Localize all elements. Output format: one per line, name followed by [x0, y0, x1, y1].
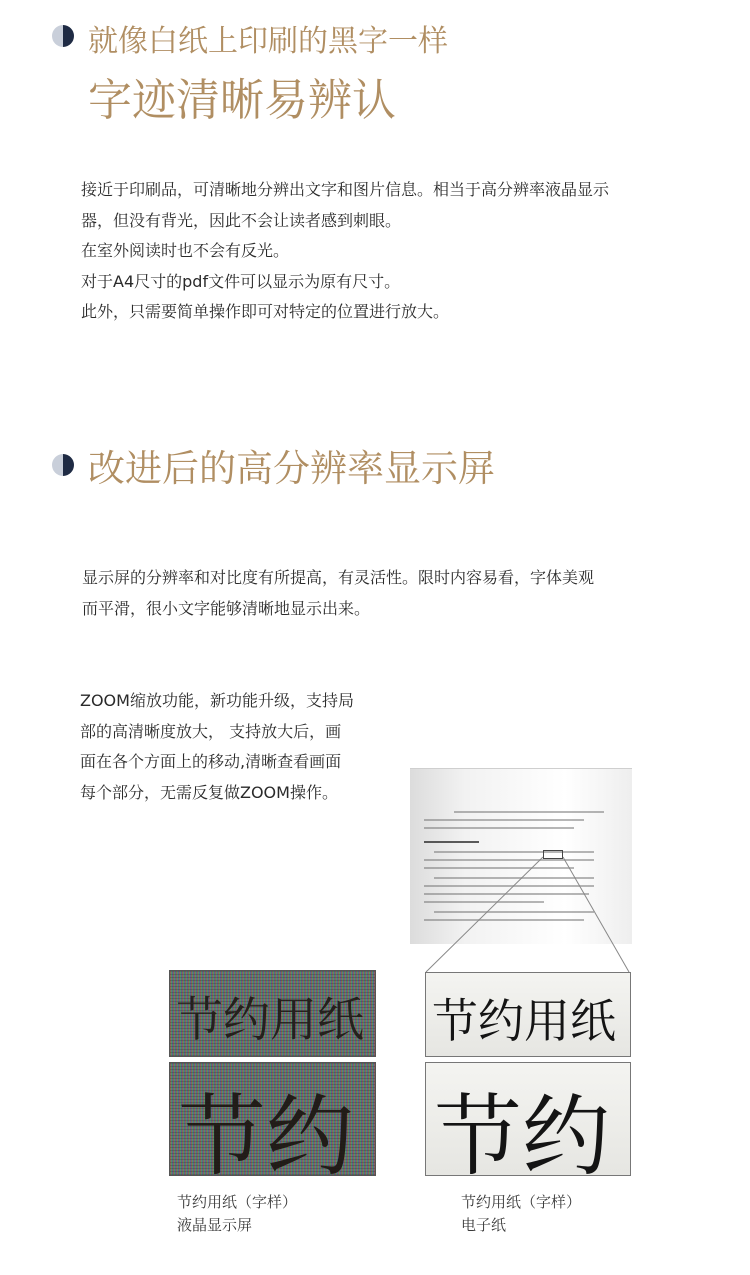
epaper-sample-small-text: 节约用纸 [432, 994, 616, 1048]
zoom-note-line: 面在各个方面上的移动,清晰查看画面 [80, 752, 342, 771]
lcd-sample-large-text: 节约 [178, 1085, 355, 1176]
section1-body-line: 器，但没有背光，因此不会让读者感到刺眼。 [81, 210, 402, 230]
epaper-sample-small [425, 972, 631, 1057]
epaper-sample-large [425, 1062, 631, 1176]
lcd-sample-large [169, 1062, 376, 1176]
zoom-note-line: ZOOM缩放功能，新功能升级，支持局 [80, 691, 354, 710]
section1-title: 字迹清晰易辨认 [88, 75, 396, 126]
epaper-caption-line1: 节约用纸（字样） [461, 1193, 582, 1211]
lcd-caption [177, 1191, 297, 1237]
lcd-sample-small [169, 970, 376, 1057]
epaper-sample-large-text: 节约 [434, 1085, 611, 1176]
epaper-caption-line2: 电子纸 [461, 1216, 507, 1234]
lcd-sample-small-text: 节约用纸 [176, 993, 364, 1048]
zoom-note-line: 每个部分，无需反复做ZOOM操作。 [80, 782, 338, 802]
section2-title: 改进后的高分辨率显示屏 [88, 447, 495, 490]
section1-body-line: 此外，只需要简单操作即可对特定的位置进行放大。 [81, 302, 450, 321]
section1-body-line: 对于A4尺寸的pdf文件可以显示为原有尺寸。 [81, 271, 401, 291]
zoom-note-line: 部的高清晰度放大， 支持放大后，画 [80, 721, 342, 741]
lcd-caption-line2: 液晶显示屏 [177, 1216, 253, 1234]
section1-body-line: 接近于印刷品，可清晰地分辨出文字和图片信息。相当于高分辨率液晶显示 [81, 180, 610, 199]
section1-subtitle: 就像白纸上印刷的黑字一样 [88, 24, 448, 59]
section1-body-line: 在室外阅读时也不会有反光。 [81, 241, 290, 260]
epaper-caption [461, 1191, 581, 1237]
section2-body-line: 而平滑，很小文字能够清晰地显示出来。 [82, 598, 371, 618]
section2-body-line: 显示屏的分辨率和对比度有所提高，有灵活性。限时内容易看，字体美观 [82, 568, 595, 587]
lcd-caption-line1: 节约用纸（字样） [177, 1193, 298, 1211]
